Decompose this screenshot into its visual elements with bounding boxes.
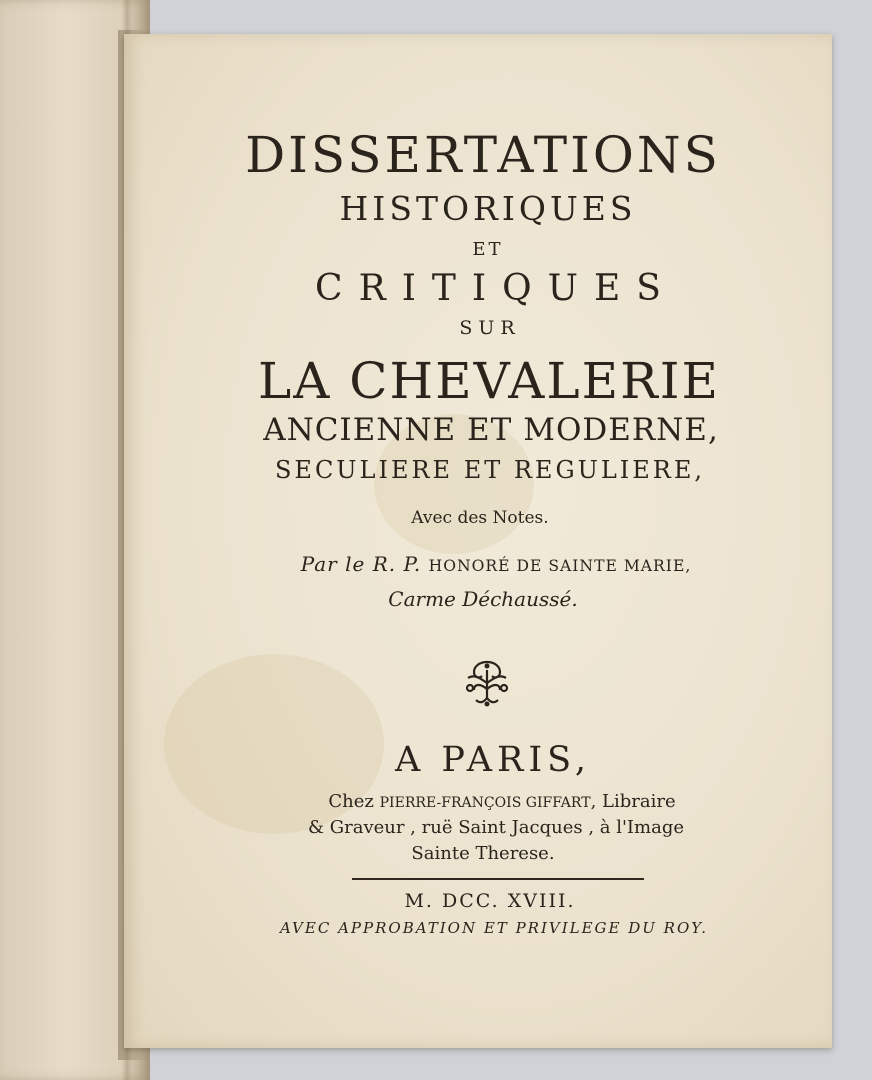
author-name: HONORÉ DE SAINTE MARIE,: [428, 557, 692, 575]
title-line-ancienne: ANCIENNE ET MODERNE,: [263, 412, 719, 448]
title-line-chevalerie: LA CHEVALERIE: [258, 352, 720, 410]
publisher-prefix: Chez: [328, 791, 374, 812]
imprint-place: A PARIS,: [394, 740, 592, 780]
title-line-et: ET: [472, 239, 504, 260]
title-line-sur: SUR: [459, 317, 521, 339]
publisher-name: PIERRE-FRANÇOIS GIFFART: [379, 795, 591, 811]
publisher-suffix: , Libraire: [590, 791, 676, 812]
title-line-notes: Avec des Notes.: [411, 508, 549, 528]
title-line-critiques: CRITIQUES: [315, 268, 677, 309]
privilege-line: AVEC APPROBATION ET PRIVILEGE DU ROY.: [279, 919, 709, 937]
author-line: [160, 552, 832, 576]
publisher-line-2: & Graveur , ruë Saint Jacques , à l'Image: [307, 817, 685, 838]
title-line-historiques: HISTORIQUES: [339, 189, 637, 228]
book-title: DISSERTATIONS: [245, 126, 721, 184]
title-page: [124, 34, 832, 1048]
author-prefix: Par le R. P.: [300, 552, 422, 576]
author-order: Carme Déchaussé.: [388, 587, 578, 611]
title-line-seculiere: SECULIERE ET REGULIERE,: [274, 456, 705, 484]
publisher-line-3: Sainte Therese.: [411, 843, 555, 864]
imprint-date: M. DCC. XVIII.: [404, 890, 576, 912]
publisher-line-1: [172, 791, 832, 812]
imprint-rule: [352, 878, 644, 880]
fleuron-ornament-icon: [460, 656, 514, 710]
